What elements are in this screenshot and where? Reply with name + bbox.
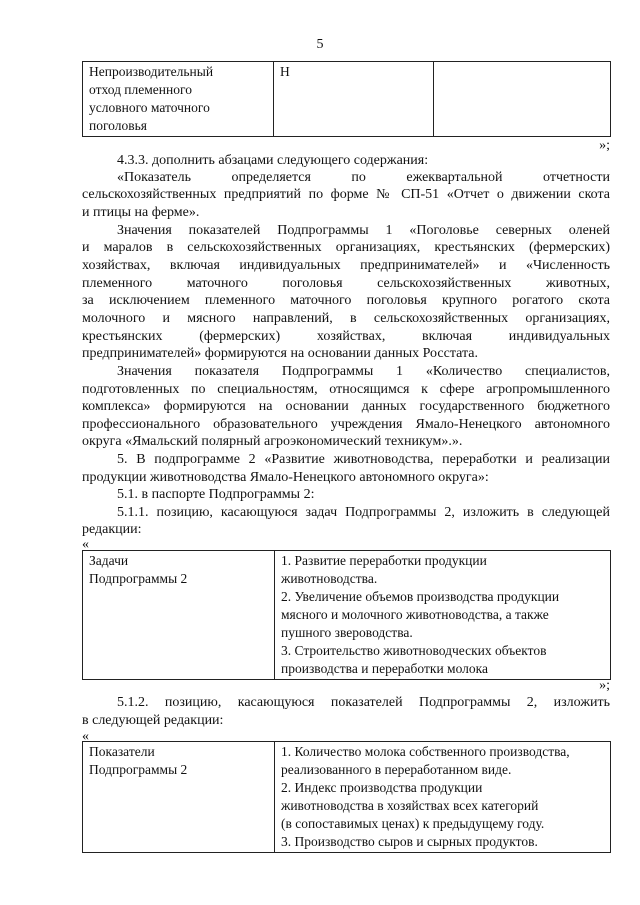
paragraph-values-line: молочного и мясного направлений, в сельскохозяйственных организациях, [82, 311, 610, 326]
table-indicators-content-line: реализованного в переработанном виде. [281, 762, 512, 777]
table-top-label [83, 62, 274, 137]
opening-quote-mark: « [82, 729, 89, 744]
table-indicators-content-line: 1. Количество молока собственного производства, [281, 744, 570, 759]
table-indicators-content [275, 742, 611, 853]
paragraph-values-line: предпринимателей» формируются на основании данных Росстата. [82, 346, 478, 361]
table-indicators-content-line: животноводства в хозяйствах всех категорий [281, 798, 539, 813]
paragraph-indicator-line: сельскохозяйственных предприятий по форме № СП-51 «Отчет о движении скота [82, 187, 610, 202]
table-tasks-content-line: 2. Увеличение объемов производства продукции [281, 589, 560, 604]
table-tasks-label-line: Подпрограммы 2 [89, 571, 188, 586]
paragraph-values-line: племенного маточного поголовья сельскохозяйственных животных, [82, 276, 610, 291]
paragraph-specialists-line: комплекса» формируются на основании данных государственного бюджетного [82, 399, 610, 414]
paragraph-5-1-1-line: редакции: [82, 522, 142, 537]
table-indicators [82, 741, 611, 853]
paragraph-5-1-2-line: в следующей редакции: [82, 713, 224, 728]
table-top-value [434, 62, 611, 137]
table-indicators-content-line: (в сопоставимых ценах) к предыдущему году. [281, 816, 545, 831]
table-top-unit-text: Н [280, 64, 290, 79]
paragraph-5-1-2-line: 5.1.2. позицию, касающуюся показателей Подпрограммы 2, изложить [117, 695, 610, 710]
paragraph-indicator-line: и птицы на ферме». [82, 205, 200, 220]
paragraph-values-line: и маралов в сельскохозяйственных организациях, крестьянских (фермерских) [82, 240, 610, 255]
table-indicators-label-line: Показатели [89, 744, 155, 759]
opening-quote-mark: « [82, 537, 89, 552]
table-indicators-content-line: 2. Индекс производства продукции [281, 780, 483, 795]
paragraph-values-line: крестьянских (фермерских) хозяйствах, включая индивидуальных [82, 329, 610, 344]
page-number: 5 [316, 37, 324, 52]
paragraph-specialists-line: подготовленных по специальностям, относящимся к сфере агропромышленного [82, 382, 610, 397]
table-tasks-content-line: 1. Развитие переработки продукции [281, 553, 487, 568]
table-indicators-content-line: 3. Производство сыров и сырных продуктов. [281, 834, 538, 849]
table-tasks [82, 550, 611, 680]
paragraph-specialists-line: Значения показателя Подпрограммы 1 «Количество специалистов, [117, 364, 610, 379]
table-tasks-content [275, 551, 611, 680]
table-top-label-line: условного маточного [89, 100, 210, 115]
table-top [82, 61, 611, 137]
paragraph-5-1: 5.1. в паспорте Подпрограммы 2: [117, 487, 315, 502]
paragraph-values-line: Значения показателей Подпрограммы 1 «Поголовье северных оленей [117, 223, 610, 238]
table-indicators-label-line: Подпрограммы 2 [89, 762, 188, 777]
table-tasks-label-line: Задачи [89, 553, 129, 568]
paragraph-5-line: продукции животноводства Ямало-Ненецкого автономного округа»: [82, 470, 489, 485]
table-top-label-line: отход племенного [89, 82, 192, 97]
paragraph-5-line: 5. В подпрограмме 2 «Развитие животноводства, переработки и реализации [117, 452, 610, 467]
closing-quote-mark: »; [599, 138, 610, 153]
table-tasks-content-line: мясного и молочного животноводства, а также [281, 607, 549, 622]
table-tasks-label [83, 551, 275, 680]
table-top-unit [274, 62, 434, 137]
table-top-label-line: поголовья [89, 118, 147, 133]
table-tasks-content-line: 3. Строительство животноводческих объектов [281, 643, 547, 658]
paragraph-indicator-line: «Показатель определяется по ежеквартальной отчетности [117, 170, 610, 185]
table-top-label-line: Непроизводительный [89, 64, 214, 79]
table-tasks-content-line: пушного звероводства. [281, 625, 413, 640]
table-tasks-content-line: животноводства. [281, 571, 378, 586]
paragraph-4-3-3: 4.3.3. дополнить абзацами следующего содержания: [117, 153, 429, 168]
table-indicators-label [83, 742, 275, 853]
paragraph-specialists-line: округа «Ямальский полярный агроэкономический техникум».». [82, 434, 463, 449]
paragraph-values-line: хозяйствах, включая индивидуальных предпринимателей» и «Численность [82, 258, 610, 273]
paragraph-5-1-1-line: 5.1.1. позицию, касающуюся задач Подпрограммы 2, изложить в следующей [117, 505, 610, 520]
paragraph-values-line: за исключением племенного маточного поголовья крупного рогатого скота [82, 293, 610, 308]
closing-quote-mark: »; [599, 678, 610, 693]
table-tasks-content-line: производства и переработки молока [281, 661, 488, 676]
paragraph-specialists-line: профессионального образовательного учреждения Ямало-Ненецкого автономного [82, 417, 610, 432]
